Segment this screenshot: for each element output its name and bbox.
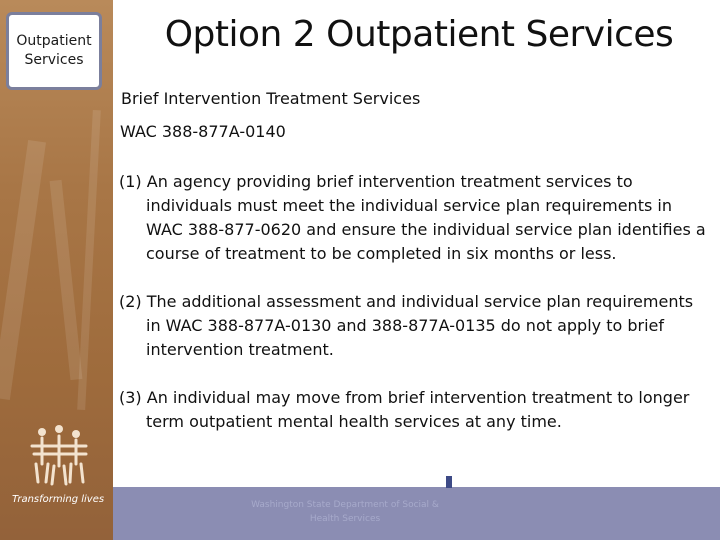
paragraph-3: (3) An individual may move from brief intervention treatment to longer term outpatient mental health services at any time.	[119, 388, 690, 431]
footer-accent-mark	[446, 476, 452, 488]
footer-org-name: Washington State Department of Social & Health Services	[251, 500, 439, 524]
tagline: Transforming lives	[12, 494, 105, 505]
sidebar-texture	[50, 180, 83, 380]
section-badge-label: Outpatient Services	[16, 33, 92, 68]
section-badge	[6, 12, 102, 90]
sidebar-texture	[77, 110, 101, 410]
section-subtitle: Brief Intervention Treatment Services	[121, 89, 421, 108]
family-figures-icon	[28, 424, 92, 488]
page-title: Option 2 Outpatient Services	[164, 14, 674, 55]
wac-reference: WAC 388-877A-0140	[120, 122, 286, 141]
paragraph-2: (2) The additional assessment and individual service plan requirements in WAC 388-877A-0130 and 388-877A-0135 do not apply to brief intervention treatment.	[119, 292, 694, 359]
paragraph-1: (1) An agency providing brief intervention treatment services to individuals must meet the individual service plan requirements in WAC 388-877-0620 and ensure the individual service plan identifies a course of treatment to be completed in six months or less.	[119, 172, 706, 263]
sidebar-texture	[0, 140, 46, 400]
